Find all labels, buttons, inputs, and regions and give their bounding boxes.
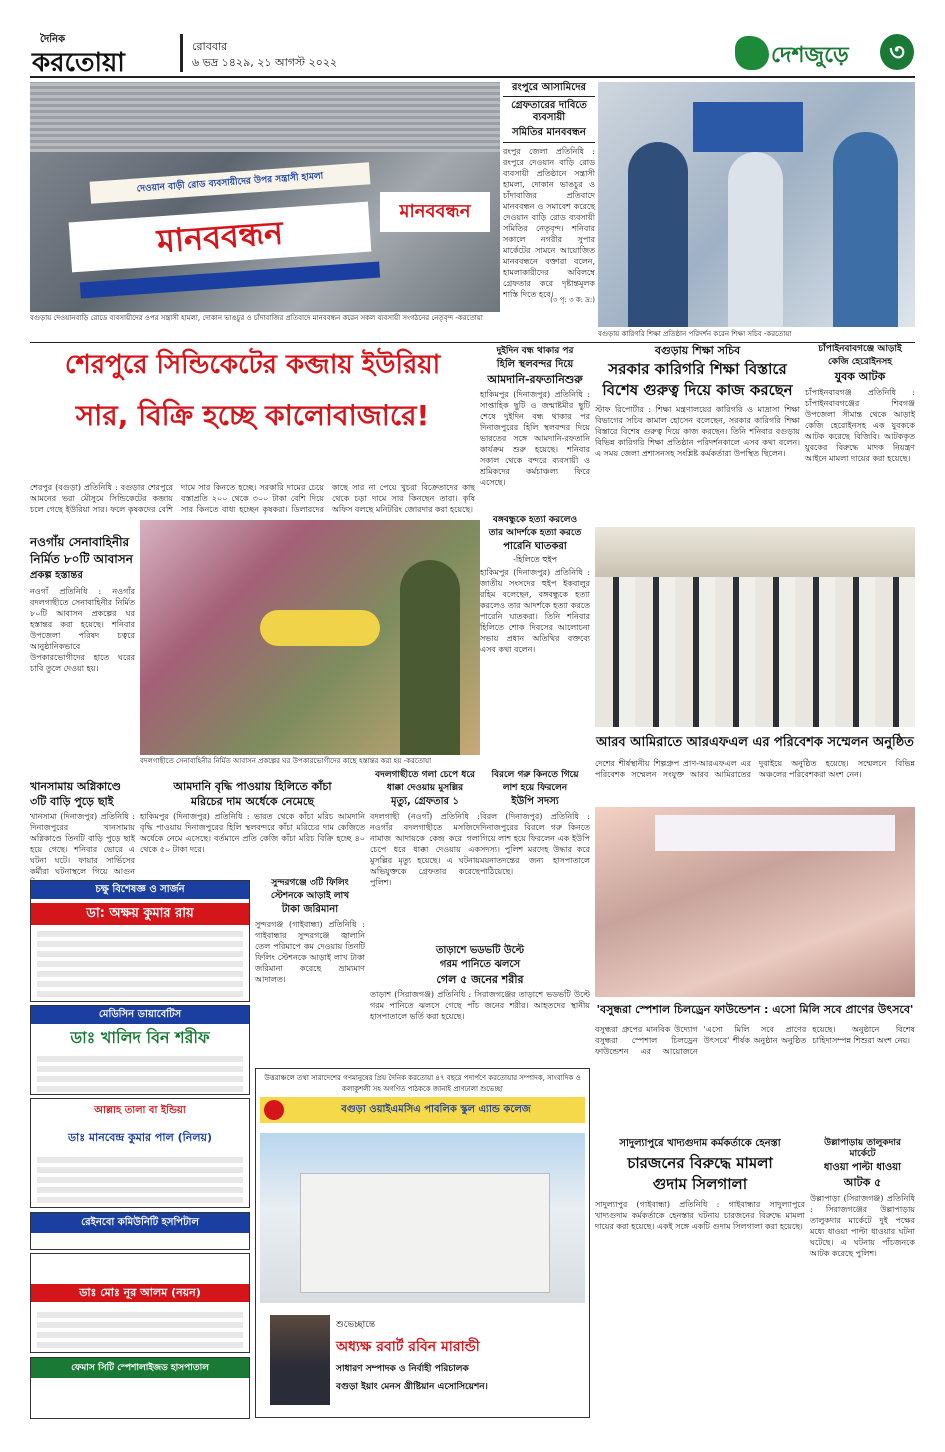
protest-photo (30, 82, 500, 312)
bangabandhu-head1: বঙ্গবন্ধুকে হত্যা করলেও (492, 515, 578, 525)
main-headline-block (30, 346, 475, 476)
key-icon (260, 610, 380, 646)
famous-city-hospital-title: ফেমাস সিটি স্পেশালাইজড হাসপাতাল (31, 1358, 249, 1378)
tarash-head1: তাড়াশে ভডভটি উল্টে (435, 945, 525, 956)
tarash-body: তাড়াশ (সিরাজগঞ্জ) প্রতিনিধি : সিরাজগঞ্জের তাড়াশে ভডভটি উল্টে গরম পানিতে ঝলসে গেছে পাঁচ জনের শরীর। আহতদের স্থানীয় হাসপাতালে ভর্তি করা হয়েছে। (370, 990, 590, 1022)
soldier-figure (400, 560, 460, 755)
import-head3: আমদানি-রফতানিশুরু (487, 372, 583, 386)
famous-city-hospital-ad (30, 1357, 250, 1419)
medicine-ad-title: মেডিসিন ডায়াবেটিস (31, 1006, 249, 1024)
ymca-logo-icon (264, 1100, 284, 1120)
protest-banner-right: মানববন্ধন (380, 192, 490, 232)
rangpur-head1: রংপুরে আসামিদের (503, 82, 595, 97)
rangpur-cont: (৩ পৃ: ৩ ক: দ্র:) (550, 296, 595, 304)
rangpur-body: রংপুর জেলা প্রতিনিধি : রংপুরে দেওয়ান বাড়ি রোড ব্যবসায়ী প্রতিষ্ঠানে সন্ত্রাসী হামলা, দোকান ভাঙচুর ও চাঁদাবাজির প্রতিবাদে মানববন্ধন ও সমাবেশ করেছে দেওয়ান বাড়ি রোড ব্যবসায়ী সমিতির নেতৃবৃন্দ। শনিবার সকালে নগরীর সুপার মার্কেটের সামনে আয়োজিত মানববন্ধনে বক্তারা বলেন, হামলাকারীদের অবিলম্বে গ্রেফতার করে দৃষ্টান্তমূলক শাস্তি দিতে হবে। (503, 147, 595, 299)
surgeon-ad (30, 1098, 250, 1208)
sundarganj-head2: স্টেশনকে আড়াই লাখ (270, 890, 350, 901)
school-ad-greeting-text: উত্তরাঞ্চলে তথা সারাদেশের গণমানুষের প্রিয় দৈনিক করতোয়া ৪৭ বছরে পদার্পণে করতোয়ার সম্পাদক, সাংবাদিক ও কলাকুশলী সহ অগণিত পাঠককে জানাই প্রাণঢালা শুভেচ্ছা (264, 1074, 581, 1093)
naogaon-photo (140, 520, 480, 755)
bangabandhu-story (480, 515, 590, 765)
chili-story (140, 780, 365, 870)
rainbow-hospital-ad (30, 1212, 250, 1250)
secretary-caption: বগুড়ায় কারিগরি শিক্ষা প্রতিষ্ঠান পরিদর্শন করেন শিক্ষা সচিব -করতোয়া (598, 330, 792, 338)
main-headline-line1: শেরপুরে সিন্ডিকেটের কব্জায় ইউরিয়া (64, 350, 441, 380)
badalgachi-story (370, 770, 480, 940)
shop-shutters (30, 82, 500, 152)
tarash-story (370, 945, 590, 1065)
rangpur-head3: সমিতির মানববন্ধন (503, 127, 595, 143)
import-body: হাকিমপুর (দিনাজপুর) প্রতিনিধি : সাপ্তাহিক ছুটি ও জন্মাষ্টমীর ছুটি শেষে দুইদিন বন্ধ থাকার পর দিনাজপুরের হিলি স্থলবন্দর দিয়ে ভারতের সঙ্গে আমদানি-রফতানি কার্যক্রম শুরু হয়েছে। শনিবার সকাল থেকে বন্দরে ব্যবসায়ী ও শ্রমিকদের কর্মচাঞ্চল্য ফিরে এসেছে। (480, 389, 590, 487)
eye-ad-details (37, 931, 243, 997)
medicine-ad-details (37, 1054, 243, 1092)
chapai-story (805, 344, 915, 524)
sadullapur-head2: গুদাম সিলগালা (652, 1175, 748, 1193)
naogaon-head1: নওগাঁয় সেনাবাহিনীর (30, 535, 130, 549)
naogaon-body: নওগাঁ প্রতিনিধি : নওগাঁর বদলগাছীতে সেনাবাহিনীর নির্মিত ৮০টি আবাসন প্রকল্পের ঘর হস্তান্তর করা হয়েছে। শনিবার উপজেলা পরিষদ চত্বরে আনুষ্ঠানিকভাবে উপকারভোগীদের হাতে ঘরের চাবি তুলে দেওয়া হয়। (30, 586, 135, 673)
chapai-head1: চাঁপাইনবাবগঞ্জে আড়াই (818, 344, 902, 354)
section-title: দেশজুড়ে (771, 43, 849, 68)
birol-body: বিরল (দিনাজপুর) প্রতিনিধি : দিনাজপুরের বিরলে গরু কিনতে গিয়ে লাশ হয়ে ফিরলেন এক ইউপি সদস্য। পুলিশ মরদেহ উদ্ধার করে ময়নাতদন্তের জন্য হাসপাতালে পাঠিয়েছে। (480, 811, 590, 876)
import-head1: দুইদিন বন্ধ থাকার পর (496, 346, 574, 356)
bangabandhu-head3: পারেনি ঘাতকরা (503, 540, 567, 552)
import-head2: হিলি স্থলবন্দর দিয়ে (496, 358, 574, 370)
chapai-head2: কেজি হেরোইনসহ (828, 356, 892, 367)
naogaon-caption: বদলগাছীতে সেনাবাহিনীর নির্মিত আবাসন প্রকল্পের ঘর উপকারভোগীদের কাছে হস্তান্তর করা হয় -করতোয়া (140, 757, 432, 765)
nur-alam-ad (30, 1253, 250, 1353)
protest-banner-small: দেওয়ান বাড়ী রোড ব্যবসায়ীদের উপর সন্ত্রাসী হামলা (90, 162, 371, 203)
eye-ad-doctor: ডা: অক্ষয় কুমার রায় (31, 903, 249, 925)
principal-name: অধ্যক্ষ রবার্ট রবিন মারান্ডী (336, 1339, 480, 1355)
naogaon-head2: নির্মিত ৮০টি আবাসন (30, 552, 133, 567)
nur-alam-ad-doctor: ডাঃ মোঃ নূর আলম (নয়ন) (31, 1284, 249, 1302)
ullapara-head2: ধাওয়া পাল্টা ধাওয়া (823, 1161, 902, 1173)
principal-org: বগুড়া ইয়াং মেনস খ্রীষ্টিয়ান এসোসিয়েশন। (336, 1382, 488, 1392)
masthead (30, 30, 915, 78)
khansama-body: খানসামা (দিনাজপুর) প্রতিনিধি : দিনাজপুরের খানসামায় অগ্নিকাণ্ডে তিনটি বাড়ি পুড়ে ছাই হয়ে গেছে। শনিবার ভোরে এ ঘটনা ঘটে। ফায়ার সার্ভিসের কর্মীরা ঘটনাস্থলে গিয়ে আগুন (30, 812, 135, 877)
chapai-body: চাঁপাইনবাবগঞ্জ প্রতিনিধি : চাঁপাইনবাবগঞ্জের শিবগঞ্জ উপজেলা সীমান্ত থেকে আড়াই কেজি হেরোইনসহ এক যুবককে আটক করেছে বিজিবি। আটককৃত যুবকের বিরুদ্ধে মাদক নিয়ন্ত্রণ আইনে মামলা দায়ের করা হয়েছে। (805, 387, 915, 463)
section-badge (735, 32, 915, 74)
sundarganj-head3: টাকা জরিমানা (281, 903, 339, 915)
badalgachi-head2: ধাক্কা দেওয়ায় মুসল্লির (386, 782, 464, 793)
main-headline-line2: সার, বিক্রি হচ্ছে কালোবাজারে! (75, 399, 430, 433)
main-story-body: শেরপুর (বগুড়া) প্রতিনিধি : বগুড়ার শেরপুরে আমনের ভরা মৌসুমে সিন্ডিকেটের কব্জায় চলে গেছে ইউরিয়া সার। ফলে কৃষকদের বেশি দামে সার কিনতে হচ্ছে। সরকারি দামের চেয়ে বস্তাপ্রতি ২০০ থেকে ৩০০ টাকা বেশি দিয়ে সার কিনতে বাধ্য হচ্ছেন কৃষকরা। ডিলারদের কাছে সার না পেয়ে খুচরা বিক্রেতাদের কাছ থেকে চড়া দামে সার কিনছেন তারা। কৃষি অফিস বলছে মনিটরিং জোরদার করা হয়েছে। (30, 483, 475, 514)
person-right (833, 132, 898, 327)
surgeon-ad-details (37, 1153, 243, 1203)
birol-head3: ইউপি সদস্য (511, 795, 559, 807)
masthead-divider (180, 34, 183, 72)
chili-head2: মরিচের দাম অর্ধেকে নেমেছে (190, 795, 315, 809)
person-middle (728, 152, 783, 327)
surgeon-ad-line: আল্লাহ তালা বা ইন্ডিয়া (94, 1105, 186, 1116)
rangpur-story (503, 82, 595, 322)
chili-head1: আমদানি বৃদ্ধি পাওয়ায় হিলিতে কাঁচা (173, 780, 332, 793)
school-ad-title: বগুড়া ওয়াইএমসিএ পাবলিক স্কুল এ্যান্ড কলেজ (341, 1104, 531, 1115)
masthead-date: ৬ ভদ্র ১৪২৯, ২১ আগস্ট ২০২২ (192, 56, 338, 69)
eye-doctor-ad (30, 880, 250, 1002)
paper-logo: করতোয়া (32, 48, 125, 78)
tarash-head2: গরম পানিতে ঝলসে (439, 959, 521, 970)
principal-photo (270, 1315, 330, 1405)
page-number: ৩ (880, 34, 914, 70)
secretary-photo (598, 82, 915, 327)
chapai-head3: যুবক আটক (834, 369, 886, 383)
secretary-story (595, 344, 800, 524)
birol-story (480, 770, 590, 940)
protest-banner-main: মানববন্ধন (69, 202, 372, 273)
naogaon-head3: প্রকল্প হস্তান্তর (30, 569, 83, 581)
sadullapur-kicker: সাদুল্যাপুরে খাদ্যগুদাম কর্মকর্তাকে হেনস্তা (619, 1138, 781, 1149)
naogaon-story (30, 535, 135, 775)
school-building (300, 1173, 550, 1293)
tarash-head3: গেল ৫ জনের শরীর (436, 973, 524, 986)
bangabandhu-subhead: -হিলিতে হুইপ (512, 554, 558, 564)
khansama-story (30, 780, 135, 875)
khansama-head1: খানসামায় অগ্নিকাণ্ডে (30, 780, 121, 793)
school-ad-greeting: শুভেচ্ছান্তে (336, 1320, 376, 1330)
paper-small-label: দৈনিক (40, 34, 66, 45)
display-board (693, 102, 803, 152)
ullapara-body: উল্লাপাড়া (সিরাজগঞ্জ) প্রতিনিধি : সিরাজগঞ্জের উল্লাপাড়ায় তালুকদার মার্কেটে দুই পক্ষের মধ্যে ধাওয়া পাল্টা ধাওয়ার ঘটনা ঘটেছে। এ ঘটনায় পাঁচজনকে আটক করেছে পুলিশ। (810, 1193, 915, 1258)
chili-body: হাকিমপুর (দিনাজপুর) প্রতিনিধি : ভারত থেকে কাঁচা মরিচ আমদানি বৃদ্ধি পাওয়ায় দিনাজপুরের হিলি স্থলবন্দরে কাঁচা মরিচের দাম কেজিতে অর্ধেকে নেমে এসেছে। বর্তমানে প্রতি কেজি কাঁচা মরিচ বিক্রি হচ্ছে ৪০ থেকে ৫০ টাকা দরে। (140, 812, 365, 855)
nur-alam-ad-details (37, 1308, 243, 1348)
import-export-story (480, 346, 590, 501)
birol-head2: লাশ হয়ে ফিরলেন (502, 782, 568, 793)
bangabandhu-body: হাকিমপুর (দিনাজপুর) প্রতিনিধি : জাতীয় সংসদের হুইপ ইকবালুর রহিম বলেছেন, বঙ্গবন্ধুকে হত্যা করলেও তার আদর্শকে হত্যা করতে পারেনি ঘাতকরা। তিনি শনিবার হিলিতে শোক দিবসের আলোচনা সভায় প্রধান অতিথির বক্তব্যে এসব কথা বলেন। (480, 568, 590, 655)
rangpur-head2: গ্রেফতারের দাবিতে ব্যবসায়ী (511, 100, 587, 123)
uae-body: দেশের শীর্ষস্থানীয় শিল্পগ্রুপ প্রাণ-আরএফএল এর পরিবেশক সম্মেলন সংযুক্ত আরব আমিরাতের দুবাইয়ে অনুষ্ঠিত হয়েছে। সম্মেলনে বিভিন্ন অঞ্চলের পরিবেশকরা অংশ নেন। (595, 759, 915, 779)
eye-ad-title: চক্ষু বিশেষজ্ঞ ও সার্জন (31, 881, 249, 899)
foundation-banner (655, 815, 895, 851)
masthead-day: রোববার (192, 40, 228, 53)
protest-caption: বগুড়ায় দেওয়ানবাড়ি রোডে ব্যবসায়ীদের ওপর সন্ত্রাসী হামলা, দোকান ভাঙচুর ও চাঁদাবাজির প্রতিবাদে মানববন্ধন করেন সকল ব্যবসায়ী সংগঠনের নেতৃবৃন্দ -করতোয়া (30, 314, 483, 322)
ullapara-head3: আটক ৫ (843, 1175, 882, 1189)
stage-backdrop (595, 527, 915, 577)
uae-group-photo (595, 527, 915, 727)
birol-head1: বিরলে গরু কিনতে গিয়ে (491, 770, 579, 780)
secretary-head2: বিশেষ গুরুত্ব দিয়ে কাজ করছেন (602, 381, 793, 400)
ymca-school-ad (255, 1068, 590, 1418)
bashundhara-photo (595, 807, 915, 997)
sadullapur-head1: চারজনের বিরুদ্ধে মামলা (627, 1154, 773, 1172)
secretary-head1: সরকার কারিগরি শিক্ষা বিস্তারে (608, 360, 787, 379)
rainbow-ad-title: রেইনবো কমিউনিটি হসপিটাল (31, 1213, 249, 1233)
badalgachi-head1: বদলগাছীতে গলা চেপে ধরে (375, 770, 475, 780)
khansama-head2: ৩টি বাড়ি পুড়ে ছাই (30, 795, 114, 809)
medicine-ad-doctor: ডাঃ খালিদ বিন শরীফ (70, 1028, 210, 1047)
sundarganj-body: সুন্দরগঞ্জ (গাইবান্ধা) প্রতিনিধি : গাইবান্ধার সুন্দরগঞ্জে জ্বালানি তেল পরিমাপে কম দেওয়ায় তিনটি ফিলিং স্টেশনকে আড়াই লাখ টাকা জরিমানা করেছে ভ্রাম্যমাণ আদালত। (255, 919, 365, 984)
sadullapur-body: সাদুল্যাপুর (গাইবান্ধা) প্রতিনিধি : গাইবান্ধার সাদুল্যাপুরে খাদ্যগুদাম কর্মকর্তাকে হেনস্তার ঘটনায় চারজনের বিরুদ্ধে মামলা দায়ের করা হয়েছে। একই সঙ্গে একটি গুদাম সিলগালা করা হয়েছে। (595, 1200, 805, 1231)
sundarganj-head1: সুন্দরগঞ্জে ৩টি ফিলিং (271, 878, 349, 888)
surgeon-ad-doctor: ডাঃ মানবেন্দ্র কুমার পাল (নিলয়) (67, 1131, 213, 1144)
ullapara-story (810, 1138, 915, 1418)
ullapara-head1: উল্লাপাড়ায় তালুকদার মার্কেটে (824, 1138, 901, 1159)
bangladesh-map-icon (735, 36, 769, 70)
uae-headline: আরব আমিরাতে আরএফএল এর পরিবেশক সম্মেলন অনুষ্ঠিত (596, 735, 914, 750)
sundarganj-story (255, 878, 365, 1008)
sadullapur-story (595, 1138, 805, 1418)
medicine-ad (30, 1005, 250, 1095)
divider (30, 342, 915, 343)
bangabandhu-head2: তার আদর্শকে হত্যা করতে (488, 527, 582, 538)
bashundhara-headline: 'বসুন্ধরা স্পেশাল চিলড্রেন ফাউন্ডেশন : এসো মিলি সবে প্রাণের উৎসবে' (596, 1003, 914, 1016)
school-building-photo (260, 1133, 585, 1303)
badalgachi-head3: মৃত্যু, গ্রেফতার ১ (391, 795, 459, 807)
principal-title: সাধারণ সম্পাদক ও নির্বাহী পরিচালক (336, 1364, 469, 1374)
secretary-kicker: বগুড়ায় শিক্ষা সচিব (654, 344, 741, 357)
bashundhara-body: বসুন্ধরা গ্রুপের মানবিক উদ্যোগ বসুন্ধরা স্পেশাল চিলড্রেন ফাউন্ডেশন এর আয়োজনে 'এসো মিলি সবে প্রাণের উৎসবে' শীর্ষক অনুষ্ঠান অনুষ্ঠিত হয়েছে। অনুষ্ঠানে বিশেষ চাহিদাসম্পন্ন শিশুরা অংশ নেয়। (595, 1025, 915, 1056)
person-left (628, 142, 688, 327)
school-ad-title-bar (260, 1097, 585, 1123)
badalgachi-body: বদলগাছী (নওগাঁ) প্রতিনিধি : নওগাঁর বদলগাছীতে মসজিদে নামাজ আদায়কে কেন্দ্র করে গলা চেপে ধরে ধাক্কা দেওয়ায় এক মুসল্লির মৃত্যু হয়েছে। এ ঘটনায় অভিযুক্তকে গ্রেফতার করেছে পুলিশ। (370, 811, 480, 887)
secretary-body: স্টাফ রিপোর্টার : শিক্ষা মন্ত্রণালয়ের কারিগরি ও মাদ্রাসা শিক্ষা বিভাগের সচিব কামাল হোসেন বলেছেন, সরকার কারিগরি শিক্ষা বিস্তারে বিশেষ গুরুত্ব দিয়ে কাজ করছেন। তিনি শনিবার বগুড়ায় বিভিন্ন কারিগরি শিক্ষা প্রতিষ্ঠান পরিদর্শনকালে এসব কথা বলেন। এ সময় জেলা প্রশাসনসহ সংশ্লিষ্ট কর্মকর্তারা উপস্থিত ছিলেন। (595, 405, 800, 459)
